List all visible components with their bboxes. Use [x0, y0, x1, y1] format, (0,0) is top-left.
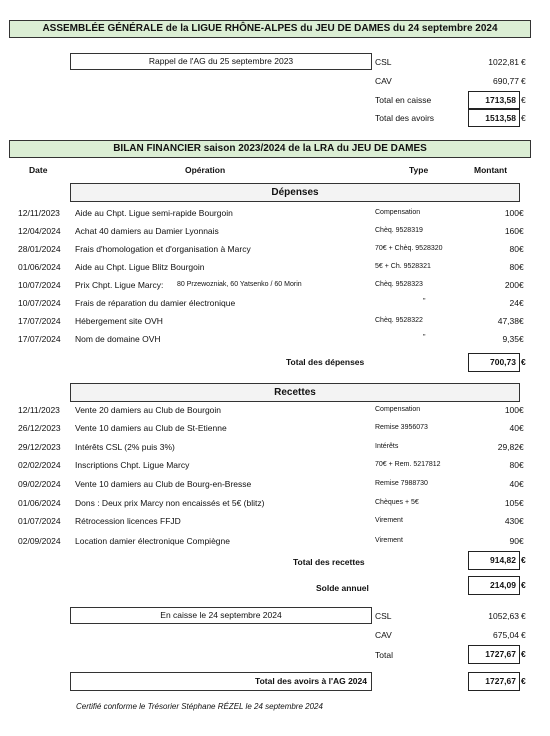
- row-date: 28/01/2024: [18, 244, 61, 254]
- row-date: 17/07/2024: [18, 316, 61, 326]
- row-date: 12/11/2023: [18, 208, 60, 218]
- row-operation: Achat 40 damiers au Damier Lyonnais: [75, 226, 219, 236]
- table-row: [0, 205, 550, 223]
- row-currency: €: [519, 498, 524, 508]
- row-type: Remise 7988730: [375, 480, 428, 487]
- row-type: 70€ + Rem. 5217812: [375, 461, 441, 468]
- row-currency: €: [519, 479, 524, 489]
- row-amount: 29,82: [497, 442, 519, 452]
- recettes-heading: Recettes: [70, 383, 520, 402]
- row-date: 02/09/2024: [18, 536, 61, 546]
- table-row: [0, 495, 550, 513]
- reminder-label: Rappel de l'AG du 25 septembre 2023: [148, 56, 294, 66]
- row-date: 02/02/2024: [18, 460, 61, 470]
- row-operation: Aide au Chpt. Ligue semi-rapide Bourgoin: [75, 208, 233, 218]
- row-operation: Location damier électronique Compiègne: [75, 536, 230, 546]
- reminder-csl-label: CSL: [375, 57, 392, 67]
- row-currency: €: [519, 298, 524, 308]
- table-row: [0, 457, 550, 475]
- row-operation: Intérêts CSL (2% puis 3%): [75, 442, 175, 452]
- row-operation: Vente 20 damiers au Club de Bourgoin: [75, 405, 222, 415]
- row-type: Chèques + 5€: [375, 499, 419, 506]
- row-date: 01/07/2024: [18, 516, 61, 526]
- row-type: Virement: [375, 537, 403, 544]
- row-date: 12/11/2023: [18, 405, 60, 415]
- table-row: [0, 420, 550, 438]
- row-date: 01/06/2024: [18, 498, 61, 508]
- table-row: [0, 331, 550, 349]
- row-amount: 430: [504, 516, 519, 526]
- reminder-cav-value: 690,77: [493, 76, 519, 86]
- row-amount: 24: [509, 298, 519, 308]
- encaisse-total-value: 1727,67: [468, 645, 520, 664]
- row-operation: Vente 10 damiers au Club de St-Etienne: [75, 423, 227, 433]
- row-currency: €: [519, 262, 524, 272]
- table-row: [0, 259, 550, 277]
- row-amount: 100: [504, 405, 519, 415]
- row-amount: 200: [504, 280, 519, 290]
- encaisse-label-box: [70, 607, 372, 624]
- row-type: ": [423, 334, 426, 341]
- table-row: [0, 476, 550, 494]
- col-type: Type: [409, 165, 429, 175]
- total-recettes-label: Total des recettes: [293, 557, 365, 567]
- row-operation: Nom de domaine OVH: [75, 334, 161, 344]
- row-amount: 90: [509, 536, 519, 546]
- reminder-label-box: [70, 53, 372, 70]
- col-amount: Montant: [474, 165, 508, 175]
- solde-label: Solde annuel: [316, 583, 369, 593]
- table-row: [0, 277, 550, 295]
- row-type: Remise 3956073: [375, 424, 428, 431]
- row-currency: €: [519, 280, 524, 290]
- table-row: [0, 513, 550, 531]
- row-currency: €: [519, 334, 524, 344]
- encaisse-cav-value: 675,04: [493, 630, 519, 640]
- solde-value: 214,09: [468, 576, 520, 595]
- encaisse-cav-label: CAV: [375, 630, 392, 640]
- row-operation: Aide au Chpt. Ligue Blitz Bourgoin: [75, 262, 205, 272]
- row-amount: 47,38: [497, 316, 519, 326]
- row-operation: Rétrocession licences FFJD: [75, 516, 181, 526]
- row-currency: €: [519, 226, 524, 236]
- row-date: 26/12/2023: [18, 423, 61, 433]
- row-type: Chèq. 9528322: [375, 317, 423, 324]
- row-operation: Inscriptions Chpt. Ligue Marcy: [75, 460, 190, 470]
- row-date: 09/02/2024: [18, 479, 61, 489]
- total-avoirs-currency: €: [521, 676, 526, 686]
- row-type: Chèq. 9528323: [375, 281, 423, 288]
- total-depenses-label: Total des dépenses: [286, 357, 365, 367]
- total-avoirs-value: 1727,67: [468, 672, 520, 691]
- row-amount: 105: [504, 498, 519, 508]
- reminder-total-avoirs-value: 1513,58: [468, 109, 520, 127]
- row-amount: 160: [504, 226, 519, 236]
- row-date: 01/06/2024: [18, 262, 61, 272]
- total-avoirs-label: Total des avoirs à l'AG 2024: [255, 676, 367, 686]
- encaisse-label: En caisse le 24 septembre 2024: [160, 610, 282, 620]
- row-amount: 40: [509, 479, 519, 489]
- total-recettes-value: 914,82: [468, 551, 520, 570]
- encaisse-total-label: Total: [375, 650, 393, 660]
- encaisse-total-currency: €: [521, 649, 526, 659]
- row-type: ": [423, 298, 426, 305]
- encaisse-csl-label: CSL: [375, 611, 392, 621]
- row-currency: €: [519, 423, 524, 433]
- assembly-title: ASSEMBLÉE GÉNÉRALE de la LIGUE RHÔNE-ALPES du JEU DE DAMES du 24 septembre 2024: [9, 20, 531, 38]
- table-row: [0, 402, 550, 420]
- row-date: 10/07/2024: [18, 298, 61, 308]
- row-currency: €: [519, 442, 524, 452]
- row-currency: €: [519, 244, 524, 254]
- bilan-title: BILAN FINANCIER saison 2023/2024 de la LRA du JEU DE DAMES: [9, 140, 531, 158]
- row-operation: Frais d'homologation et d'organisation à Marcy: [75, 244, 251, 254]
- row-amount: 80: [509, 262, 519, 272]
- row-currency: €: [519, 208, 524, 218]
- row-type: Intérêts: [375, 443, 399, 450]
- reminder-cav-currency: €: [521, 76, 526, 86]
- total-depenses-currency: €: [521, 357, 526, 367]
- row-amount: 80: [509, 244, 519, 254]
- encaisse-csl-currency: €: [521, 611, 526, 621]
- row-date: 12/04/2024: [18, 226, 61, 236]
- table-row: [0, 241, 550, 259]
- row-amount: 80: [509, 460, 519, 470]
- reminder-total-avoirs-currency: €: [521, 113, 526, 123]
- row-date: 29/12/2023: [18, 442, 61, 452]
- row-currency: €: [519, 405, 524, 415]
- row-type: 5€ + Ch. 9528321: [375, 263, 431, 270]
- row-currency: €: [519, 460, 524, 470]
- reminder-cav-label: CAV: [375, 76, 392, 86]
- table-row: [0, 439, 550, 457]
- reminder-total-caisse-value: 1713,58: [468, 91, 520, 109]
- reminder-total-caisse-currency: €: [521, 95, 526, 105]
- row-type: Compensation: [375, 406, 421, 413]
- encaisse-csl-value: 1052,63: [488, 611, 519, 621]
- reminder-csl-value: 1022,81: [488, 57, 519, 67]
- row-type: Virement: [375, 517, 403, 524]
- row-operation-detail: 80 Przewozniak, 60 Yatsenko / 60 Morin: [177, 281, 302, 288]
- row-date: 17/07/2024: [18, 334, 61, 344]
- table-row: [0, 533, 550, 551]
- reminder-csl-currency: €: [521, 57, 526, 67]
- total-avoirs-box: [70, 672, 372, 691]
- row-type: 70€ + Chèq. 9528320: [375, 245, 443, 252]
- total-recettes-currency: €: [521, 555, 526, 565]
- row-amount: 40: [509, 423, 519, 433]
- row-operation: Vente 10 damiers au Club de Bourg-en-Bresse: [75, 479, 252, 489]
- row-operation: Prix Chpt. Ligue Marcy:: [75, 280, 164, 290]
- table-row: [0, 295, 550, 313]
- row-currency: €: [519, 316, 524, 326]
- row-operation: Frais de réparation du damier électronique: [75, 298, 236, 308]
- table-row: [0, 313, 550, 331]
- encaisse-cav-currency: €: [521, 630, 526, 640]
- certification-footer: Certifié conforme le Trésorier Stéphane RÉZEL le 24 septembre 2024: [76, 702, 323, 711]
- row-operation: Hébergement site OVH: [75, 316, 163, 326]
- table-row: [0, 223, 550, 241]
- col-date: Date: [29, 165, 48, 175]
- reminder-total-caisse-label: Total en caisse: [375, 95, 432, 105]
- depenses-heading: Dépenses: [70, 183, 520, 202]
- row-amount: 9,35: [502, 334, 519, 344]
- row-type: Chèq. 9528319: [375, 227, 423, 234]
- reminder-total-avoirs-label: Total des avoirs: [375, 113, 435, 123]
- row-currency: €: [519, 536, 524, 546]
- row-operation: Dons : Deux prix Marcy non encaissés et 5€ (blitz): [75, 498, 265, 508]
- total-depenses-value: 700,73: [468, 353, 520, 372]
- solde-currency: €: [521, 580, 526, 590]
- row-date: 10/07/2024: [18, 280, 61, 290]
- col-operation: Opération: [185, 165, 226, 175]
- row-type: Compensation: [375, 209, 421, 216]
- row-currency: €: [519, 516, 524, 526]
- row-amount: 100: [504, 208, 519, 218]
